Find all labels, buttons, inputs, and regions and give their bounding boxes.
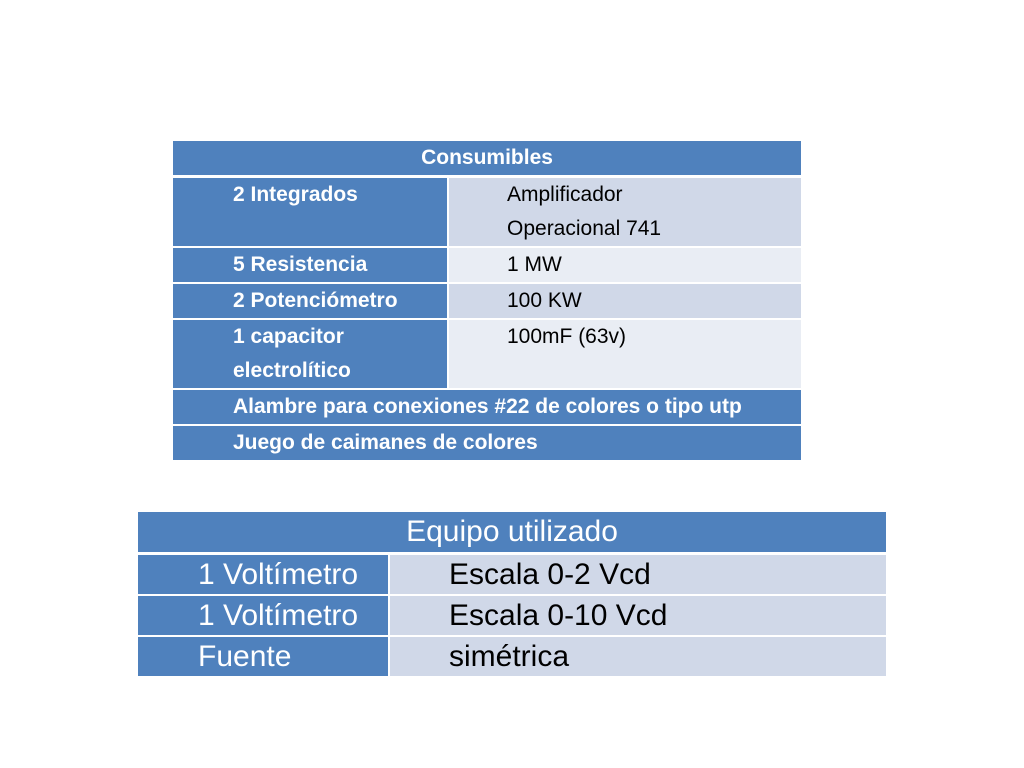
table-row xyxy=(138,596,886,637)
row-label: 1 Voltímetro xyxy=(138,596,390,637)
row-label: 1 Voltímetro xyxy=(138,555,390,596)
row-label: 2 Potenciómetro xyxy=(173,284,449,320)
row-full-text: Juego de caimanes de colores xyxy=(173,426,801,460)
table-row xyxy=(138,555,886,596)
row-value: Amplificador Operacional 741 xyxy=(449,178,801,248)
row-value: Escala 0-10 Vcd xyxy=(390,596,886,637)
row-value: 100mF (63v) xyxy=(449,320,801,390)
table-row xyxy=(173,248,801,284)
row-value: 100 KW xyxy=(449,284,801,320)
row-value: 1 MW xyxy=(449,248,801,284)
row-value: simétrica xyxy=(390,637,886,676)
row-value: Escala 0-2 Vcd xyxy=(390,555,886,596)
table-row xyxy=(173,284,801,320)
row-label: 1 capacitor electrolítico xyxy=(173,320,449,390)
equipo-title: Equipo utilizado xyxy=(138,512,886,555)
table-row xyxy=(173,320,801,390)
equipo-table xyxy=(138,512,886,676)
row-label: Fuente xyxy=(138,637,390,676)
table-row xyxy=(173,390,801,426)
consumibles-table xyxy=(173,141,801,460)
row-label: 5 Resistencia xyxy=(173,248,449,284)
table-row xyxy=(173,178,801,248)
consumibles-title: Consumibles xyxy=(173,141,801,178)
row-full-text: Alambre para conexiones #22 de colores o tipo utp xyxy=(173,390,801,426)
row-label: 2 Integrados xyxy=(173,178,449,248)
table-row xyxy=(138,637,886,676)
table-row xyxy=(173,426,801,460)
